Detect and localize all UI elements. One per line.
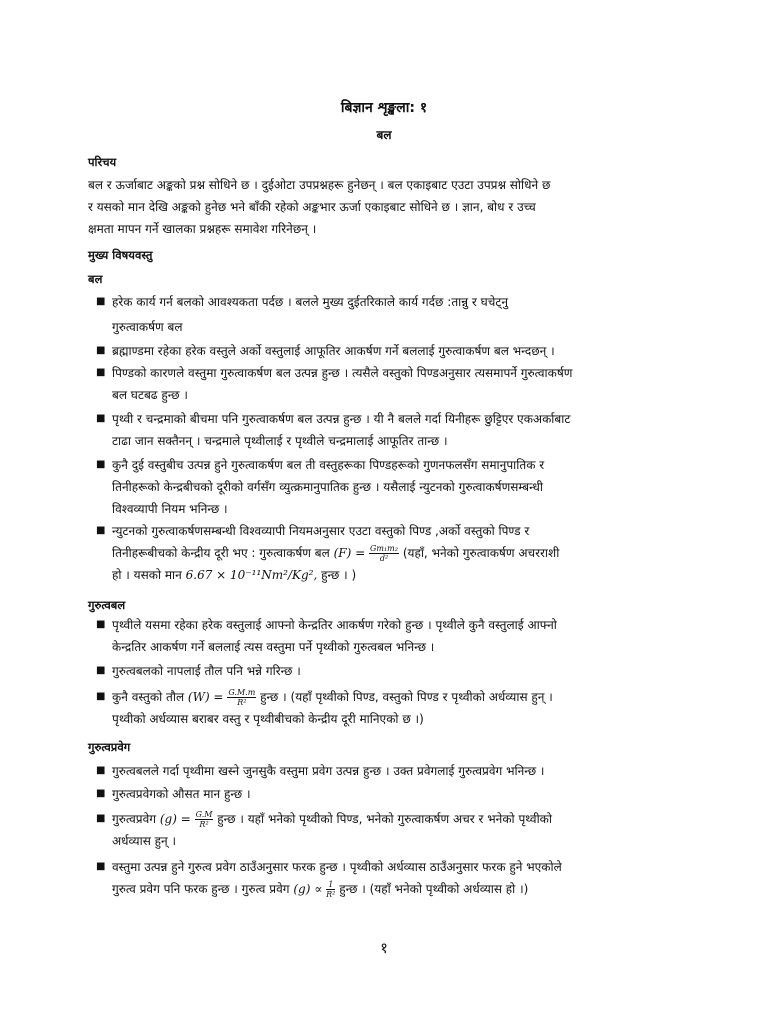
bullet-icon: ■ [96,345,106,356]
list-item: ■ गुरुत्वप्रवेग (g) = $\frac{G.M}{\text{R²}}$ हुन्छ । यहाँ भनेको पृथ्वीको पिण्ड, भनेको गुरुत्वाकर्षण अचर र भनेको पृथ्वीको अर्धव्यास हुन् । [96,808,684,852]
bullet-icon: ■ [96,813,106,824]
formula-line: तिनीहरूबीचको केन्द्रीय दूरी भए : गुरुत्वाकर्षण बल (F) = $\frac{\text{Gm₁m₂}}{\text{d²}}$ (यहाँ, भनेको गुरुत्वाकर्षण अचरराशी [112,544,560,563]
intro-paragraph [88,174,684,240]
list-item: ■ गुरुत्वबलको नापलाई तौल पनि भन्ने गरिन्छ । [96,660,684,682]
acceleration-formula-fraction: $\frac{G.M}{\text{R²}}$ [195,810,213,829]
bullet-icon: ■ [96,413,106,424]
intro-line-2: र यसको मान देखि अङ्कको हुनेछ भने बाँकी रहेको अङ्कभार ऊर्जा एकाइबाट सोधिने छ । ज्ञान, बोध र उच्च [88,200,536,214]
proportionality-lhs: (g) ∝ [293,882,323,896]
weight-formula-lhs: (W) = [187,690,224,704]
list-item: ■ पृथ्वी र चन्द्रमाको बीचमा पनि गुरुत्वाकर्षण बल उत्पन्न हुन्छ । यी नै बलले गर्दा यिनीहरू छुट्टिएर एकअर्काबाट टाढा जान सक्तैनन् । चन्द्रमाले पृथ्वीलाई र पृथ्वीले चन्द्रमालाई आफूतिर तान्छ । [96,408,684,452]
proportionality-fraction: $\frac{1}{\text{R²}}$ [326,880,336,899]
list-item: ■ कुनै दुई वस्तुबीच उत्पन्न हुने गुरुत्वाकर्षण बल ती वस्तुहरूका पिण्डहरूको गुणनफलसँग समानुपातिक र तिनीहरूको केन्द्रबीचको दूरीको वर्गसँग व्युत्क्रमानुपातिक हुन्छ । यसैलाई न्युटनको गुरुत्वाकर्षणसम्बन्धी विश्वव्यापी नियम भनिन्छ । [96,454,684,520]
list-item: ■ न्युटनको गुरुत्वाकर्षणसम्बन्धी विश्वव्यापी नियमअनुसार एउटा वस्तुको पिण्ड ,अर्को वस्तुको पिण्ड र तिनीहरूबीचको केन्द्रीय दूरी भए : गुरुत्वाकर्षण बल (F) = $\frac{\text{Gm₁m₂}}{\text{d²}}$ (यहाँ, भनेको गुरुत्वाकर्षण अचरराशी हो । यसको मान 6.67 × 10⁻¹¹Nm²/Kg², हुन्छ । ) [96,520,684,586]
list-item: ■ वस्तुमा उत्पन्न हुने गुरुत्व प्रवेग ठाउँअनुसार फरक हुन्छ । पृथ्वीको अर्धव्यास ठाउँअनुसार फरक हुने भएकोले गुरुत्व प्रवेग पनि फरक हुन्छ । गुरुत्व प्रवेग (g) ∝ $\frac{1}{\text{R²}}$ हुन्छ । (यहाँ भनेको पृथ्वीको अर्धव्यास हो ।) [96,856,684,900]
main-content-heading: मुख्य विषयवस्तु [88,248,153,262]
bullet-icon: ■ [96,525,106,536]
gravitational-constant: 6.67 × 10⁻¹¹Nm²/Kg², [185,568,318,582]
weight-heading: गुरुत्वबल [88,598,126,612]
list-item: ■ पिण्डको कारणले वस्तुमा गुरुत्वाकर्षण बल उत्पन्न हुन्छ । त्यसैले वस्तुको पिण्डअनुसार त्यसमापर्ने गुरुत्वाकर्षण बल घटबढ हुन्छ । [96,362,684,406]
intro-heading: परिचय [88,155,117,169]
bullet-icon: ■ [96,367,106,378]
weight-formula-fraction: $\frac{G.M.m}{\text{R²}}$ [228,688,256,707]
bullet-icon: ■ [96,459,106,470]
document-subtitle: बल [376,128,392,142]
proportionality-line: गुरुत्व प्रवेग पनि फरक हुन्छ । गुरुत्व प्रवेग (g) ∝ $\frac{1}{\text{R²}}$ हुन्छ । (यहाँ भनेको पृथ्वीको अर्धव्यास हो ।) [112,880,529,899]
acceleration-formula-lhs: (g) = [159,812,191,826]
list-item: ■ गुरुत्वप्रवेगको औसत मान हुन्छ । [96,783,684,805]
list-item: ■ पृथ्वीले यसमा रहेका हरेक वस्तुलाई आफ्नो केन्द्रतिर आकर्षण गरेको हुन्छ । पृथ्वीले कुनै वस्तुलाई आफ्नो केन्द्रतिर आकर्षण गर्ने बललाई त्यस वस्तुमा पर्ने पृथ्वीको गुरुत्वबल भनिन्छ । [96,614,684,658]
bullet-icon: ■ [96,296,106,307]
gravitation-label: गुरुत्वाकर्षण बल [112,320,183,334]
weight-formula-line: कुनै वस्तुको तौल (W) = $\frac{G.M.m}{\text{R²}}$ हुन्छ । (यहाँ पृथ्वीको पिण्ड, वस्तुको पिण्ड र पृथ्वीको अर्धव्यास हुन् । [112,688,553,707]
list-item: ■ हरेक कार्य गर्न बलको आवश्यकता पर्दछ । बलले मुख्य दुईतरिकाले कार्य गर्दछ :तान्नु र घचेट्नु [96,291,684,313]
intro-line-3: क्षमता मापन गर्ने खालका प्रश्नहरू समावेश गरिनेछन् । [88,222,317,236]
bullet-icon: ■ [96,765,106,776]
acceleration-heading: गुरुत्वप्रवेग [88,740,131,754]
list-item: ■ कुनै वस्तुको तौल (W) = $\frac{G.M.m}{\text{R²}}$ हुन्छ । (यहाँ पृथ्वीको पिण्ड, वस्तुको पिण्ड र पृथ्वीको अर्धव्यास हुन् । पृथ्वीको अर्धव्यास बराबर वस्तु र पृथ्वीबीचको केन्द्रीय दूरी मानिएको छ ।) [96,686,684,730]
list-item: ■ ब्रह्माण्डमा रहेका हरेक वस्तुले अर्को वस्तुलाई आफूतिर आकर्षण गर्ने बललाई गुरुत्वाकर्षण बल भन्दछन् । [96,340,684,362]
bullet-icon: ■ [96,691,106,702]
intro-line-1: बल र ऊर्जाबाट अङ्कको प्रश्न सोधिने छ । दुईओटा उपप्रश्नहरू हुनेछन् । बल एकाइबाट एउटा उपप्रश्न सोधिने छ [88,178,551,192]
bullet-icon: ■ [96,665,106,676]
bullet-icon: ■ [96,788,106,799]
page-number: १ [380,939,388,957]
document-title: बिज्ञान शृङ्खला: १ [340,100,428,116]
list-item: ■ गुरुत्वबलले गर्दा पृथ्वीमा खस्ने जुनसुकै वस्तुमा प्रवेग उत्पन्न हुन्छ । उक्त प्रवेगलाई गुरुत्वप्रवेग भनिन्छ । [96,760,684,782]
force-subheading: बल [88,272,103,286]
bullet-icon: ■ [96,861,106,872]
acceleration-formula-line: गुरुत्वप्रवेग (g) = $\frac{G.M}{\text{R²}}$ हुन्छ । यहाँ भनेको पृथ्वीको पिण्ड, भनेको गुरुत्वाकर्षण अचर र भनेको पृथ्वीको [112,810,553,829]
force-formula-fraction: $\frac{\text{Gm₁m₂}}{\text{d²}}$ [370,544,398,563]
constant-line: हो । यसको मान 6.67 × 10⁻¹¹Nm²/Kg², हुन्छ । ) [112,568,357,582]
force-formula-lhs: (F) = [333,546,366,560]
bullet-icon: ■ [96,619,106,630]
